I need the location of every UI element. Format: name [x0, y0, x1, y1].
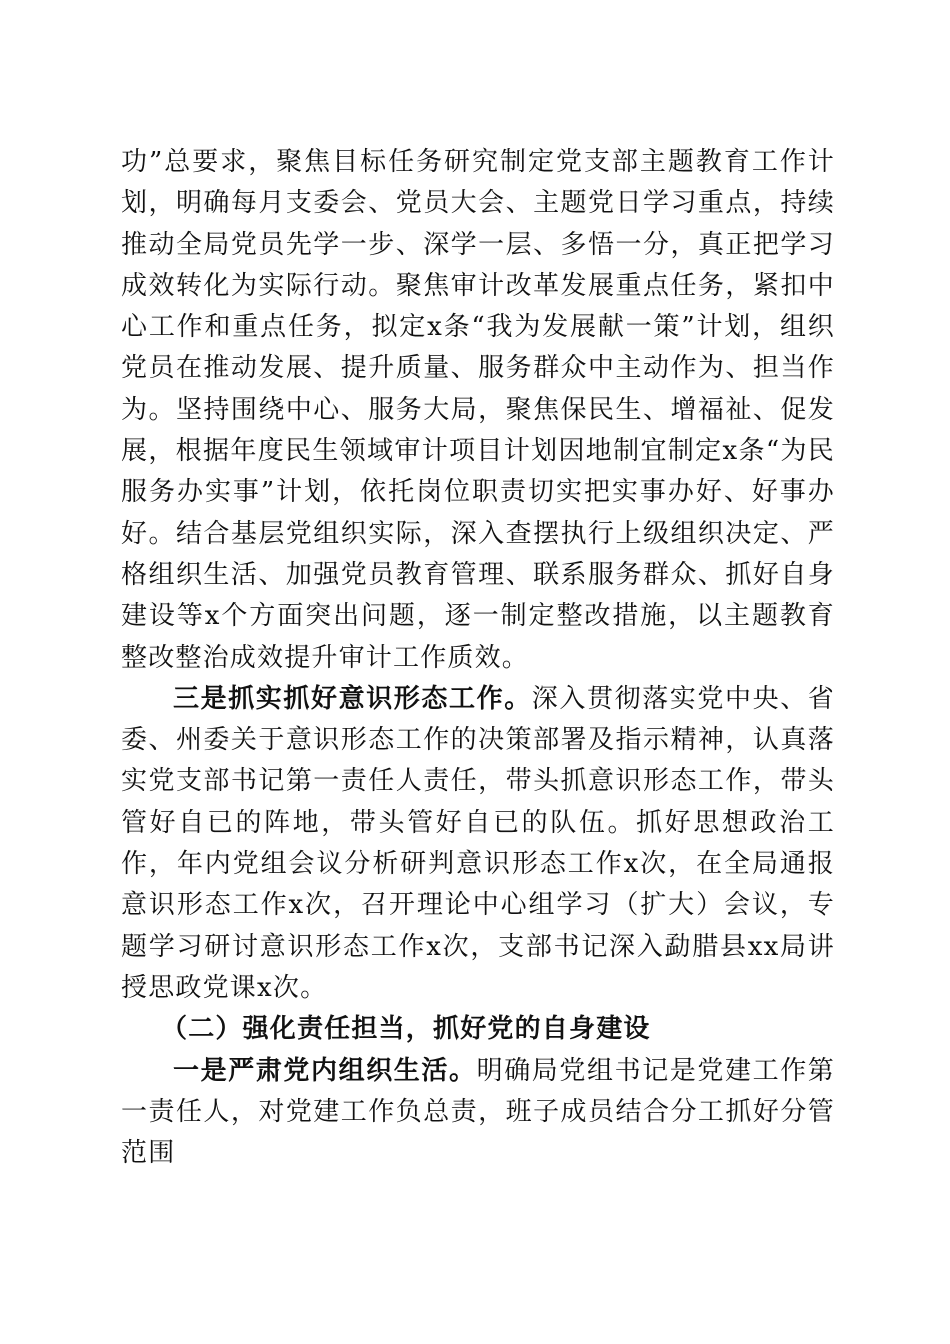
paragraph-lead-organization: 一是严肃党内组织生活。 [173, 1055, 477, 1086]
paragraph-organization-life [121, 1051, 835, 1175]
document-body [121, 142, 835, 1174]
paragraph-body-organization: 明确局党组书记是党建工作第一责任人，对党建工作负总责，班子成员结合分工抓好分管范围 [121, 1055, 836, 1169]
paragraph-lead-ideology: 三是抓实抓好意识形态工作。 [173, 683, 532, 714]
paragraph-body-ideology: 深入贯彻落实党中央、省委、州委关于意识形态工作的决策部署及指示精神，认真落实党支部书记第一责任人责任，带头抓意识形态工作，带头管好自已的阵地，带头管好自已的队伍。抓好思想政治工作，年内党组会议分析研判意识形态工作x次，在全局通报意识形态工作x次，召开理论中心组学习（扩大）会议，专题学习研讨意识形态工作x次，支部书记深入勐腊县xx局讲授思政党课x次。 [121, 683, 835, 1003]
paragraph-ideology-work [121, 679, 835, 1009]
paragraph-continued: 功”总要求，聚焦目标任务研究制定党支部主题教育工作计划，明确每月支委会、党员大会、主题党日学习重点，持续推动全局党员先学一步、深学一层、多悟一分，真正把学习成效转化为实际行动。聚焦审计改革发展重点任务，紧扣中心工作和重点任务，拟定x条“我为发展献一策”计划，组织党员在推动发展、提升质量、服务群众中主动作为、担当作为。坚持围绕中心、服务大局，聚焦保民生、增福祉、促发展，根据年度民生领域审计项目计划因地制宜制定x条“为民服务办实事”计划，依托岗位职责切实把实事办好、好事办好。结合基层党组织实际，深入查摆执行上级组织决定、严格组织生活、加强党员教育管理、联系服务群众、抓好自身建设等x个方面突出问题，逐一制定整改措施，以主题教育整改整治成效提升审计工作质效。 [121, 147, 835, 673]
section-heading: （二）强化责任担当，抓好党的自身建设 [161, 1014, 651, 1045]
